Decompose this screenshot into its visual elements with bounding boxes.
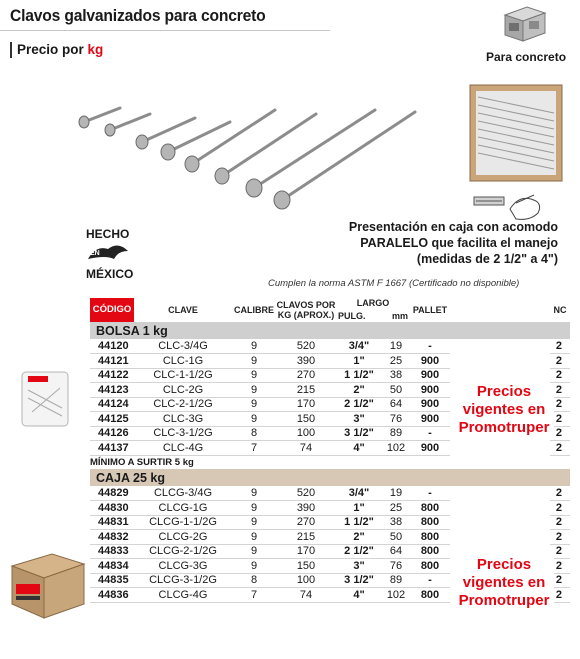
cell-spacer [450,368,550,383]
title-divider [0,30,330,31]
cell-nc: 2 [550,573,570,588]
price-unit: kg [87,42,104,57]
cell-clave: CLC-2G [134,383,232,398]
cell-codigo: 44829 [90,486,134,501]
col-largo-label: LARGO [356,298,390,308]
cell-nc: 2 [550,354,570,369]
cell-calibre: 8 [232,426,276,441]
cell-clave: CLC-3/4G [134,339,232,354]
hecho-line-3: MÉXICO [86,267,134,281]
cell-codigo: 44832 [90,530,134,545]
cell-mm: 64 [382,544,410,559]
cell-pulg: 3/4" [336,486,382,501]
cell-clave: CLCG-1G [134,501,232,516]
col-nc: NC [553,305,567,315]
cell-mm: 50 [382,383,410,398]
col-largo [336,298,410,322]
cell-spacer [450,354,550,369]
table-row [90,354,570,369]
cell-mm: 76 [382,559,410,574]
cell-mm: 19 [382,339,410,354]
cell-codigo: 44833 [90,544,134,559]
section-caja-title: CAJA 25 kg [90,469,570,486]
page-title: Clavos galvanizados para concreto [10,6,266,25]
cell-calibre: 9 [232,486,276,501]
cell-clave: CLCG-3/4G [134,486,232,501]
cell-clave: CLCG-2-1/2G [134,544,232,559]
promo-caja: Precios vigentes en Promotruper [454,556,554,610]
col-pallet: PALLET [412,305,448,315]
cell-clavos: 520 [276,339,336,354]
cell-pallet: 800 [410,530,450,545]
cell-mm: 102 [382,588,410,603]
nail-box-25kg-image [8,544,88,622]
presentation-text [300,219,558,267]
cell-pulg: 1 1/2" [336,368,382,383]
cell-clavos: 150 [276,559,336,574]
cell-pallet: - [410,339,450,354]
col-clave: CLAVE [168,305,198,315]
cell-clavos: 390 [276,354,336,369]
cell-calibre: 9 [232,383,276,398]
nail-box-image [468,83,564,183]
cell-nc: 2 [550,368,570,383]
cell-pulg: 3" [336,559,382,574]
cell-pulg: 3 1/2" [336,426,382,441]
cell-pallet: 900 [410,354,450,369]
table-row [90,515,570,530]
cell-codigo: 44831 [90,515,134,530]
cell-clavos: 170 [276,397,336,412]
col-mm: mm [391,311,408,321]
cell-codigo: 44126 [90,426,134,441]
cell-codigo: 44121 [90,354,134,369]
cell-spacer [450,486,550,501]
cell-calibre: 9 [232,339,276,354]
cell-clavos: 170 [276,544,336,559]
cell-clavos: 150 [276,412,336,427]
cell-clave: CLC-2-1/2G [134,397,232,412]
table-row [90,441,570,456]
cell-codigo: 44137 [90,441,134,456]
cell-codigo: 44834 [90,559,134,574]
cell-pulg: 3" [336,412,382,427]
cell-calibre: 9 [232,515,276,530]
cell-pallet: 900 [410,412,450,427]
cell-nc: 2 [550,339,570,354]
cell-calibre: 9 [232,530,276,545]
cell-pallet: 800 [410,544,450,559]
concrete-label: Para concreto [486,50,567,64]
cell-codigo: 44836 [90,588,134,603]
cell-pulg: 3 1/2" [336,573,382,588]
cell-codigo: 44830 [90,501,134,516]
col-clavos-por-kg: CLAVOS POR KG (APROX.) [276,300,336,320]
cell-pallet: 800 [410,588,450,603]
table-row [90,486,570,501]
cell-spacer [450,441,550,456]
cell-pulg: 1" [336,501,382,516]
cell-pallet: 800 [410,515,450,530]
cell-mm: 38 [382,515,410,530]
cell-clave: CLC-3-1/2G [134,426,232,441]
cell-calibre: 9 [232,397,276,412]
cell-calibre: 9 [232,354,276,369]
cell-nc: 2 [550,412,570,427]
cell-mm: 102 [382,441,410,456]
cell-codigo: 44120 [90,339,134,354]
cell-pulg: 1 1/2" [336,515,382,530]
cell-clavos: 520 [276,486,336,501]
cell-clavos: 74 [276,588,336,603]
cell-clave: CLCG-3-1/2G [134,573,232,588]
cell-codigo: 44835 [90,573,134,588]
cell-pulg: 3/4" [336,339,382,354]
cell-calibre: 9 [232,559,276,574]
cell-pallet: 900 [410,397,450,412]
cell-pallet: 800 [410,559,450,574]
presentation-line-1: Presentación en caja con acomodo [348,220,558,234]
cell-pallet: 900 [410,441,450,456]
hecho-line-2: EN [90,250,100,257]
section-bolsa-title: BOLSA 1 kg [90,322,570,339]
price-by-label [10,42,103,58]
cell-mm: 25 [382,501,410,516]
cell-clave: CLCG-2G [134,530,232,545]
promo-bolsa: Precios vigentes en Promotruper [454,383,554,437]
cell-pulg: 2 1/2" [336,397,382,412]
table-row [90,530,570,545]
norma-note: Cumplen la norma ASTM F 1667 (Certificado no disponible) [268,278,520,289]
cell-nc: 2 [550,383,570,398]
cell-clave: CLCG-4G [134,588,232,603]
cell-codigo: 44124 [90,397,134,412]
cell-clavos: 100 [276,573,336,588]
cell-codigo: 44123 [90,383,134,398]
cell-clavos: 215 [276,530,336,545]
cell-nc: 2 [550,501,570,516]
cell-mm: 76 [382,412,410,427]
hecho-line-1: HECHO [86,227,130,241]
cell-pulg: 4" [336,441,382,456]
cell-mm: 50 [382,530,410,545]
cell-spacer [450,501,550,516]
cell-pulg: 2" [336,383,382,398]
cell-pulg: 2 1/2" [336,544,382,559]
cell-clavos: 215 [276,383,336,398]
cell-clave: CLC-1-1/2G [134,368,232,383]
cell-nc: 2 [550,515,570,530]
cell-mm: 89 [382,573,410,588]
cell-calibre: 9 [232,368,276,383]
concrete-block-icon [501,3,547,45]
nail-bag-image [16,368,74,430]
cell-pallet: 900 [410,383,450,398]
cell-nc: 2 [550,397,570,412]
cell-clave: CLCG-3G [134,559,232,574]
cell-nc: 2 [550,441,570,456]
cell-pallet: - [410,426,450,441]
cell-calibre: 9 [232,544,276,559]
cell-calibre: 9 [232,501,276,516]
cell-nc: 2 [550,588,570,603]
cell-pallet: 800 [410,501,450,516]
presentation-line-2: PARALELO que facilita el manejo [360,236,558,250]
cell-clavos: 390 [276,501,336,516]
cell-mm: 64 [382,397,410,412]
cell-nc: 2 [550,559,570,574]
cell-clavos: 270 [276,368,336,383]
cell-pallet: - [410,486,450,501]
table-row [90,368,570,383]
cell-mm: 25 [382,354,410,369]
cell-clavos: 100 [276,426,336,441]
col-calibre: CALIBRE [234,305,274,315]
col-pulg: PULG. [338,311,366,321]
cell-pulg: 2" [336,530,382,545]
cell-nc: 2 [550,426,570,441]
presentation-line-3: (medidas de 2 1/2" a 4") [416,252,558,266]
cell-calibre: 9 [232,412,276,427]
cell-calibre: 7 [232,588,276,603]
cell-nc: 2 [550,530,570,545]
cell-clavos: 74 [276,441,336,456]
mexico-eagle-icon [86,241,130,263]
cell-nc: 2 [550,544,570,559]
hecho-en-mexico-logo [86,228,148,288]
price-prefix: Precio por [17,42,88,57]
cell-clave: CLC-3G [134,412,232,427]
cell-clavos: 270 [276,515,336,530]
cell-pallet: 900 [410,368,450,383]
minimo-note: MÍNIMO A SURTIR 5 kg [90,456,194,468]
cell-clave: CLCG-1-1/2G [134,515,232,530]
cell-clave: CLC-1G [134,354,232,369]
cell-mm: 89 [382,426,410,441]
cell-codigo: 44122 [90,368,134,383]
cell-clave: CLC-4G [134,441,232,456]
cell-pulg: 4" [336,588,382,603]
table-row [90,501,570,516]
cell-calibre: 7 [232,441,276,456]
cell-spacer [450,530,550,545]
cell-spacer [450,515,550,530]
cell-mm: 38 [382,368,410,383]
cell-spacer [450,339,550,354]
col-codigo: CÓDIGO [90,298,134,322]
cell-codigo: 44125 [90,412,134,427]
cell-pulg: 1" [336,354,382,369]
cell-calibre: 8 [232,573,276,588]
cell-nc: 2 [550,486,570,501]
table-row [90,339,570,354]
cell-pallet: - [410,573,450,588]
nails-image [70,100,440,220]
cell-mm: 19 [382,486,410,501]
